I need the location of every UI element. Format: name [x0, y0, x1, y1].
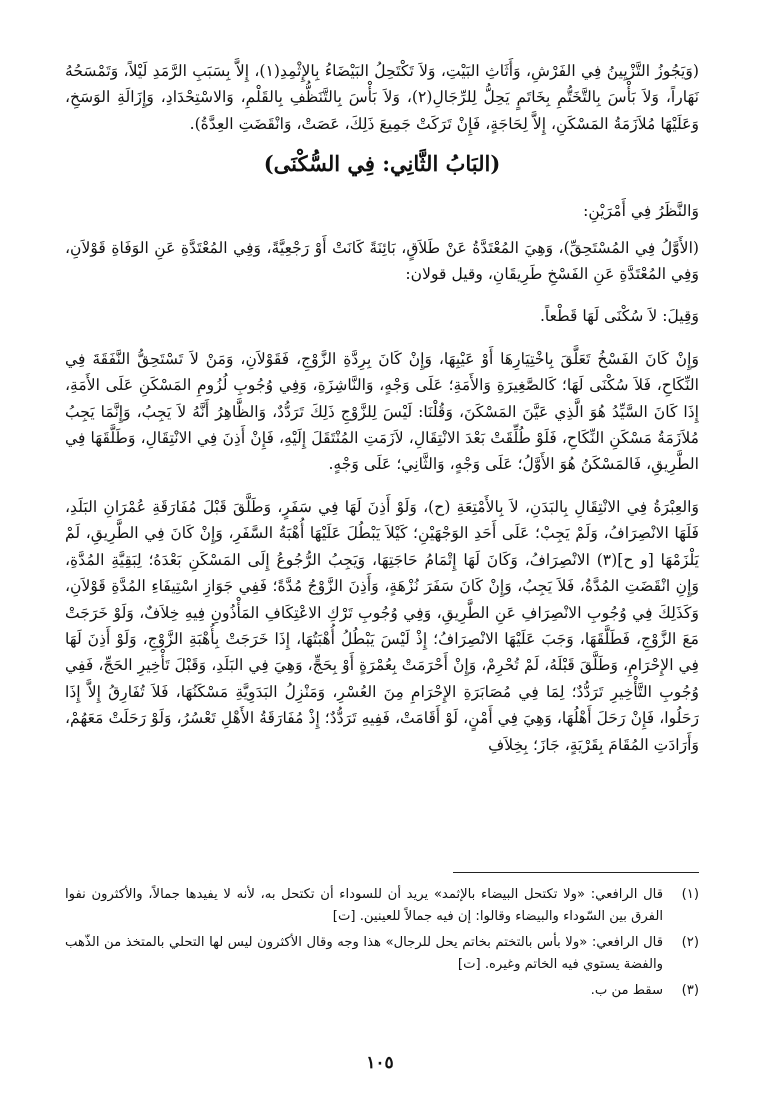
footnote-number: (٢): [681, 935, 699, 950]
paragraph-annulment: وَإِنْ كَانَ الفَسْخُ تَعَلَّقَ بِاخْتِيَارِهَا أَوْ عَيْبِهَا، وَإِنْ كَانَ بِرِدَّةِ الزَّوْجِ، فَقَوْلاَنِ، وَمَنْ لاَ تَسْتَحِقُّ النَّفَقَةَ فِي النِّكَاحِ، فَلاَ سُكْنَى لَهَا؛ كَالصَّغِيرَةِ وَالأَمَةِ؛ عَلَى وَجْهٍ، وَالنَّاشِزَةِ، وَفِي وُجُوبِ لُزُومِ المَسْكَنِ عَلَى الأَمَةِ، إِذَا كَانَ السَّيِّدُ هُوَ الَّذِي عَيَّنَ المَسْكَنَ، وَقُلْنَا: لَيْسَ لِلزَّوْجِ ذَلِكَ تَرَدُّدٌ، وَالظَّاهِرُ أَنَّهُ لاَ يَجِبُ، وَإِنَّمَا يَجِبُ مُلاَزَمَةُ مَسْكَنِ النِّكَاحِ، فَلَوْ طُلِّقَتْ بَعْدَ الانْتِقَالِ، لاَزَمَتِ المُنْتَقَلَ إِلَيْهِ، فَإِنْ أَذِنَ فِي الانْتِقَالِ، وَطَلَّقَهَا فِي الطَّرِيقِ، فَالمَسْكَنُ هُوَ الأَوَّلُ؛ عَلَى وَجْهٍ، وَالثَّانِي؛ عَلَى وَجْهٍ.: [65, 349, 699, 474]
footnote-text: قال الرافعي: «ولا تكتحل البيضاء بالإثمد» يريد أن للسوداء أن تكتحل به، لأنه لا يفيدها جمالاً، والأكثرون نفوا الفرق بين السّوداء والبيضاء وقالوا: إن فيه جمالاً للعينين. [ت]: [65, 887, 663, 924]
paragraph-entitled: (الأَوَّلُ فِي المُسْتَحِقِّ)، وَهِيَ المُعْتَدَّةُ عَنْ طَلاَقٍ، بَائِنَةً كَانَتْ أَوْ رَجْعِيَّةً، وَفِي المُعْتَدَّةِ عَنِ الوَفَاةِ قَوْلاَنِ، وَفِي المُعْتَدَّةِ عَنِ الفَسْخِ طَرِيقَانِ، وقيل قولان:: [65, 238, 699, 284]
page-number: ١٠٥: [366, 1053, 394, 1073]
paragraph-relocation: وَالعِبْرَةُ فِي الانْتِقَالِ بِالبَدَنِ، لاَ بِالأَمْتِعَةِ (ح)، وَلَوْ أَذِنَ لَهَا فِي سَفَرٍ، وَطَلَّقَ قَبْلَ مُفَارَقَةِ عُمْرَانِ البَلَدِ، فَلَهَا الانْصِرَافُ، وَلَمْ يَجِبْ؛ عَلَى أَحَدِ الوَجْهَيْنِ؛ كَيْلاَ يَبْطُلَ عَلَيْهَا أُهْبَةُ السَّفَرِ، وَإِنْ كَانَ فِي الطَّرِيقِ، لَمْ يَلْزَمْهَا [و ح](٣) الانْصِرَافُ، وَكَانَ لَهَا إِتْمَامُ حَاجَتِهَا، وَيَجِبُ الرُّجُوعُ إِلَى المَسْكَنِ بَعْدَهُ؛ لِبَقِيَّةِ المُدَّةِ، وَإِنِ انْقَضَتِ المُدَّةُ، فَلاَ يَجِبُ، وَإِنْ كَانَ سَفَرَ نُزْهَةٍ، وَأَذِنَ الزَّوْجُ مُدَّةً؛ فَفِي جَوَازِ اسْتِيفَاءِ المُدَّةِ قَوْلاَنِ، وَكَذَلِكَ فِي وُجُوبِ الانْصِرَافِ عَنِ الطَّرِيقِ، وَفِي وُجُوبِ تَرْكِ الاعْتِكَافِ المَأْذُونِ فِيهِ خِلاَفٌ، وَلَوْ خَرَجَتْ مَعَ الزَّوْجِ، فَطَلَّقَهَا، وَجَبَ عَلَيْهَا الانْصِرَافُ؛ إِذْ لَيْسَ يَبْطُلُ أُهْبَتُهَا، إِذَا خَرَجَتْ بِأُهْبَةِ الزَّوْجِ، وَلَوْ أَذِنَ لَهَا فِي الإِحْرَامِ، وَطَلَّقَ قَبْلَهُ، لَمْ تُحْرِمْ، وَإِنْ أَحْرَمَتْ بِعُمْرَةٍ أَوْ بِحَجٍّ، وَهِيَ فِي البَلَدِ، وَقَبْلَ تَأْخِيرِ الحَجِّ، فَفِي وُجُوبِ التَّأْخِيرِ تَرَدُّدٌ؛ لِمَا فِي مُصَابَرَةِ الإِحْرَامِ مِنَ العُسْرِ، وَمَنْزِلُ البَدَوِيَّةِ مَسْكَنُهَا، فَلاَ تُفَارِقُ إِلاَّ إِذَا رَحَلُوا، فَإِنْ رَحَلَ أَهْلُهَا، وَهِيَ فِي أَمْنٍ، لَوْ أَقَامَتْ، فَفِيهِ تَرَدُّدٌ؛ إِذْ مُفَارَقَةُ الأَهْلِ تَعْسُرُ، وَلَوْ رَحَلَتْ مَعَهُمْ، وَأَرَادَتِ المُقَامَ بِقَرْيَةٍ، جَازَ؛ بِخِلاَفِ: [65, 497, 699, 754]
chapter-heading: (البَابُ الثَّانِي: فِي السُّكْنَى): [263, 151, 501, 177]
footnote-divider: [453, 872, 699, 873]
footnote-text: سقط من ب.: [590, 983, 663, 998]
paragraph-mourning-adornment: (وَيَجُوزُ التَّزْيِينُ فِي الفَرْشِ، وَأَثَاثِ البَيْتِ، وَلاَ تَكْتَحِلُ البَيْضَاءُ بِالإِثْمِدِ(١)، إِلاَّ بِسَبَبِ الرَّمَدِ لَيْلاً، وَتَمْسَحُهُ نَهَاراً، وَلاَ بَأْسَ بِالتَّخَتُّمِ بِخَاتَمٍ يَحِلُّ لِلرِّجَالِ(٢)، وَلاَ بَأْسَ بِالتَّنَظُّفِ بِالقَلْمِ، وَالاسْتِحْدَادِ، وَإِزَالَةِ الوَسَخِ، وَعَلَيْهَا مُلاَزَمَةُ المَسْكَنِ، إِلاَّ لِحَاجَةٍ، فَإِنْ تَرَكَتْ جَمِيعَ ذَلِكَ، عَصَتْ، وَانْقَضَتِ العِدَّةُ).: [65, 62, 699, 133]
paragraph-no-housing: وَقِيلَ: لاَ سُكْنَى لَهَا قَطْعاً.: [539, 307, 699, 326]
footnote-text: قال الرافعي: «ولا بأس بالتختم بخاتم يحل للرجال» هذا وجه وقال الأكثرون ليس لها التحلي بالمتخذ من الذّهب والفضة يستوي فيه الخاتم وغيره. [ت]: [65, 935, 663, 972]
footnote-3: [65, 980, 699, 1002]
footnote-number: (٣): [681, 983, 699, 998]
footnote-number: (١): [681, 887, 699, 902]
footnotes: [65, 872, 699, 1002]
footnote-2: [65, 932, 699, 976]
footnote-1: [65, 884, 699, 928]
main-text: [65, 58, 699, 758]
paragraph-two-matters: وَالنَّظَرُ فِي أَمْرَيْنِ:: [583, 202, 699, 221]
